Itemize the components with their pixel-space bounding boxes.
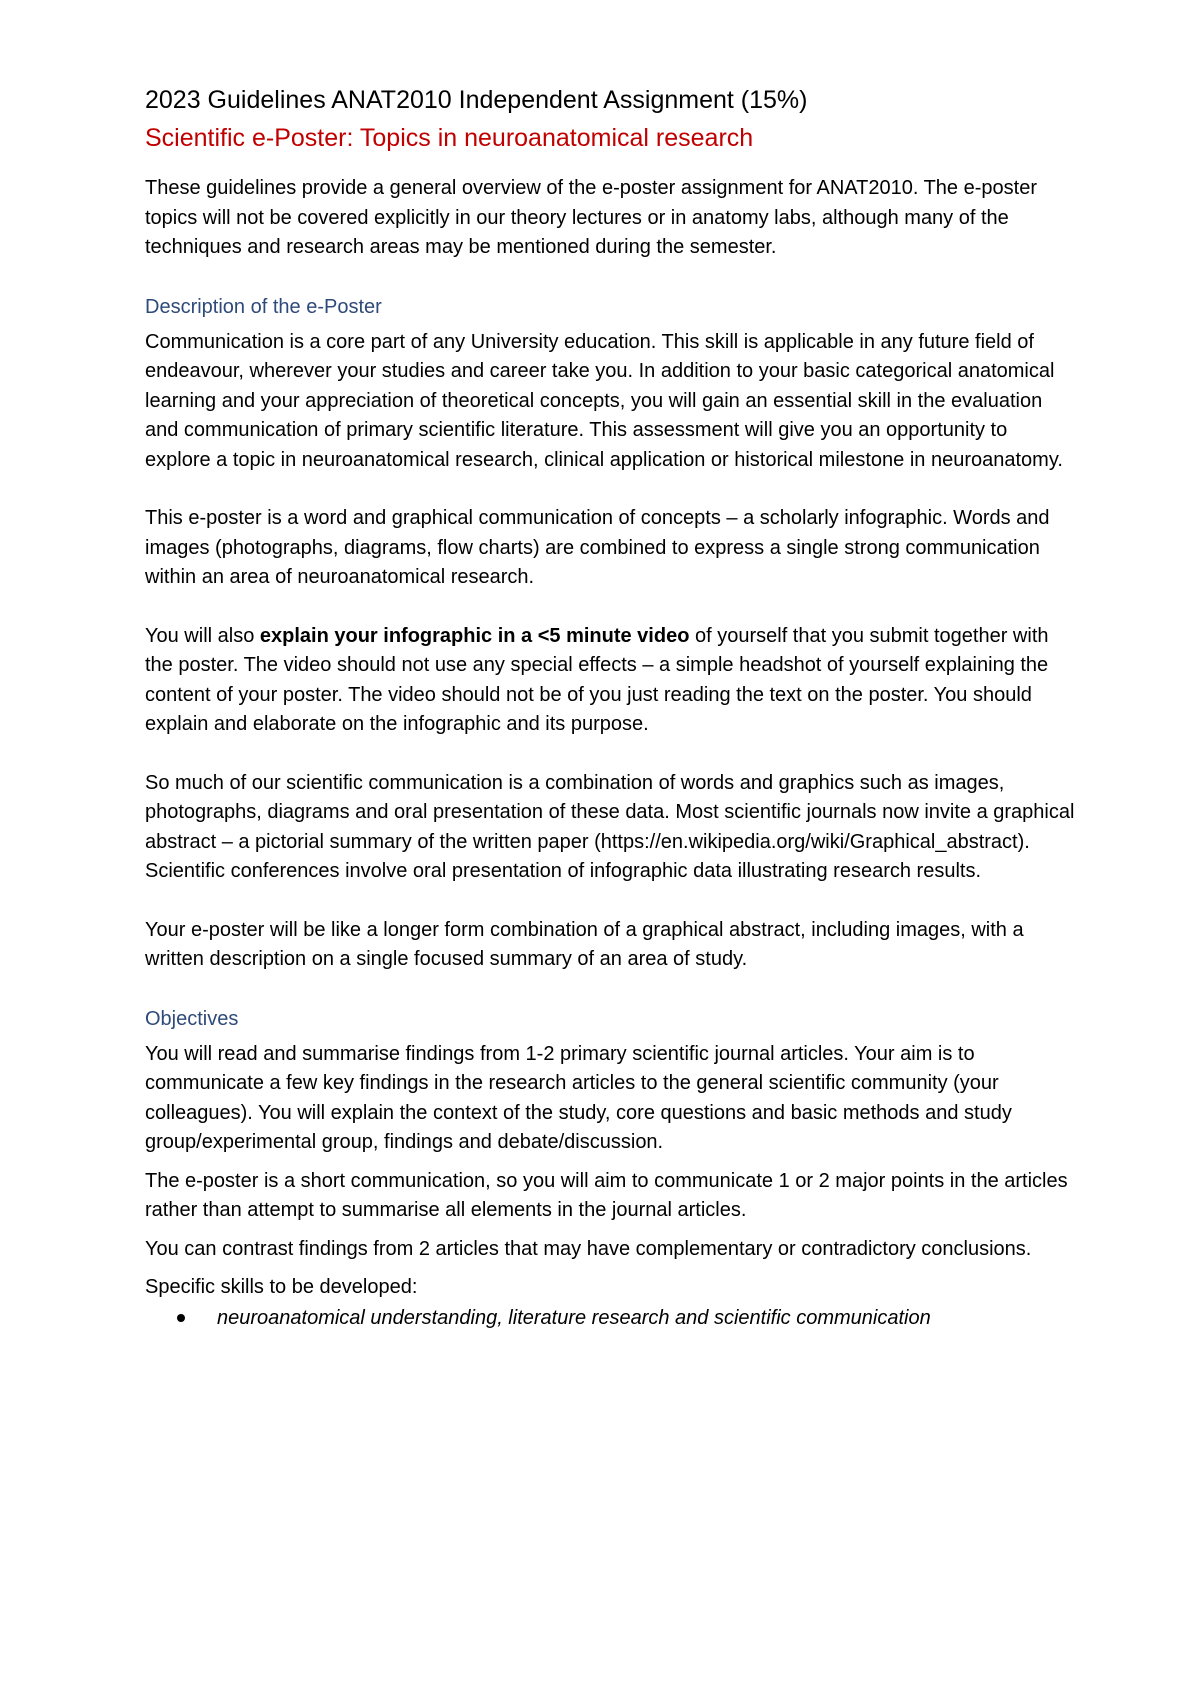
objectives-paragraph-3: You can contrast findings from 2 articles that may have complementary or contradictory conclusions. <box>145 1237 1032 1260</box>
skills-list <box>145 1303 1075 1333</box>
description-paragraph-3 <box>145 622 1075 740</box>
section-heading-description: Description of the e-Poster <box>145 295 382 318</box>
description-paragraph-2: This e-poster is a word and graphical communication of concepts – a scholarly infographic. Words and images (photographs, diagrams, flow charts) are combined to express a single strong communication within an area of neuroanatomical research. <box>145 507 1050 588</box>
video-text-before: You will also <box>145 624 260 647</box>
skill-text: neuroanatomical understanding, literature research and scientific communication <box>217 1306 931 1329</box>
intro-paragraph: These guidelines provide a general overview of the e-poster assignment for ANAT2010. The e-poster topics will not be covered explicitly in our theory lectures or in anatomy labs, although many of the techniques and research areas may be mentioned during the semester. <box>145 177 1037 258</box>
skills-label: Specific skills to be developed: <box>145 1276 418 1298</box>
video-requirement-emphasis: explain your infographic in a <5 minute video <box>259 624 690 647</box>
list-item <box>177 1303 1075 1333</box>
objectives-paragraph-2: The e-poster is a short communication, so you will aim to communicate 1 or 2 major points in the articles rather than attempt to summarise all elements in the journal articles. <box>145 1169 1068 1221</box>
objectives-paragraph-1: You will read and summarise findings from 1-2 primary scientific journal articles. Your aim is to communicate a few key findings in the research articles to the general scientific community (your colleagues). You will explain the context of the study, core questions and basic methods and study group/experimental group, findings and debate/discussion. <box>145 1042 1012 1153</box>
description-paragraph-4: So much of our scientific communication is a combination of words and graphics such as images, photographs, diagrams and oral presentation of these data. Most scientific journals now invite a graphical abstract – a pictorial summary of the written paper (https://en.wikipedia.org/wiki/Graphical_abstract). Scientific conferences involve oral presentation of infographic data illustrating research results. <box>145 771 1075 882</box>
description-paragraph-1: Communication is a core part of any University education. This skill is applicable in any future field of endeavour, wherever your studies and career take you. In addition to your basic categorical anatomical learning and your appreciation of theoretical concepts, you will gain an essential skill in the evaluation and communication of primary scientific literature. This assessment will give you an opportunity to explore a topic in neuroanatomical research, clinical application or historical milestone in neuroanatomy. <box>145 330 1063 471</box>
section-heading-objectives: Objectives <box>145 1007 239 1030</box>
document-title: 2023 Guidelines ANAT2010 Independent Assignment (15%) <box>145 86 808 114</box>
document-body <box>145 84 1075 1333</box>
bullet-icon <box>177 1314 185 1322</box>
description-paragraph-5: Your e-poster will be like a longer form combination of a graphical abstract, including images, with a written description on a single focused summary of an area of study. <box>145 918 1024 970</box>
video-text-after: of yourself that you submit together with the poster. The video should not use any special effects – a simple headshot of yourself explaining the content of your poster. The video should not be of you just reading the text on the poster. You should explain and elaborate on the infographic and its purpose. <box>145 624 1049 735</box>
document-subtitle: Scientific e-Poster: Topics in neuroanatomical research <box>145 124 754 152</box>
